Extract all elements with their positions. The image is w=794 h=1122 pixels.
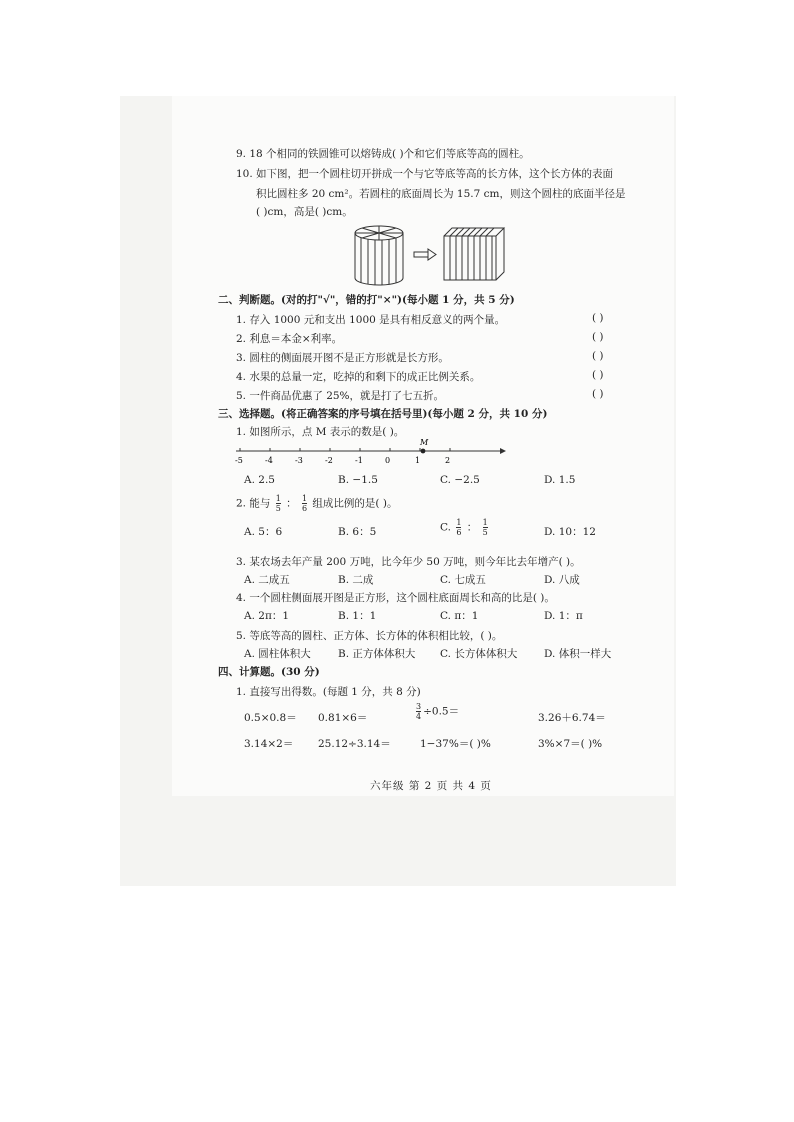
cylinder-to-cuboid-figure: [352, 224, 512, 288]
answer-blank[interactable]: ( ): [592, 331, 604, 343]
page-footer: 六年级 第 2 页 共 4 页: [370, 780, 492, 792]
calc-item: 25.12÷3.14＝: [318, 738, 391, 750]
q1-option-c[interactable]: C. −2.5: [440, 474, 480, 486]
q2-option-b[interactable]: B. 6：5: [338, 526, 377, 538]
judge-item-4: 4. 水果的总量一定，吃掉的和剩下的成正比例关系。: [236, 371, 481, 383]
judge-item-5: 5. 一件商品优惠了 25%，就是打了七五折。: [236, 390, 445, 402]
calc-item: 0.81×6＝: [318, 712, 368, 724]
number-line-tick-label: 2: [445, 456, 451, 465]
q4-option-b[interactable]: B. 1：1: [338, 610, 377, 622]
q2-option-c[interactable]: C. $\frac{1}{6}$ ： $\frac{1}{5}$: [440, 518, 488, 537]
calc-item: 1−37%＝( )%: [420, 738, 491, 750]
calc-item: 3.14×2＝: [244, 738, 294, 750]
number-line-tick-label: 0: [385, 456, 391, 465]
choice-question-2: [236, 494, 397, 513]
q5-option-d[interactable]: D. 体积一样大: [544, 648, 612, 660]
q2-suffix: 组成比例的是( )。: [312, 497, 398, 510]
q1-option-a[interactable]: A. 2.5: [244, 474, 275, 486]
question-10-line-1: 10. 如下图，把一个圆柱切开拼成一个与它等底等高的长方体，这个长方体的表面: [236, 168, 614, 180]
answer-blank[interactable]: ( ): [592, 369, 604, 381]
number-line-tick-label: -5: [235, 456, 243, 465]
fraction: $\frac{1}{6}$: [301, 494, 308, 513]
choice-section-title: 三、选择题。(将正确答案的序号填在括号里)(每小题 2 分，共 10 分): [218, 408, 548, 420]
q3-option-b[interactable]: B. 二成: [338, 574, 374, 586]
choice-question-4: 4. 一个圆柱侧面展开图是正方形，这个圆柱底面周长和高的比是( )。: [236, 592, 555, 604]
question-10-line-3: ( )cm，高是( )cm。: [256, 206, 353, 218]
q3-option-a[interactable]: A. 二成五: [244, 574, 290, 586]
question-9: 9. 18 个相同的铁圆锥可以熔铸成( )个和它们等底等高的圆柱。: [236, 148, 530, 160]
calc-item: 0.5×0.8＝: [244, 712, 297, 724]
ratio-colon: ：: [286, 497, 297, 510]
number-line-tick-label: -2: [325, 456, 333, 465]
judge-item-1: 1. 存入 1000 元和支出 1000 是具有相反意义的两个量。: [236, 314, 506, 326]
point-m-marker: [421, 449, 426, 454]
question-10-line-2: 积比圆柱多 20 cm²。若圆柱的底面周长为 15.7 cm，则这个圆柱的底面半径是: [256, 188, 626, 200]
q2-option-d[interactable]: D. 10：12: [544, 526, 596, 538]
calc-item: 3%×7＝( )%: [538, 738, 603, 750]
calc-question-1: 1. 直接写出得数。(每题 1 分，共 8 分): [236, 686, 421, 698]
number-line-tick-label: 1: [415, 456, 421, 465]
q5-option-b[interactable]: B. 正方体体积大: [338, 648, 416, 660]
number-line-tick-label: -3: [295, 456, 303, 465]
answer-blank[interactable]: ( ): [592, 312, 604, 324]
point-m-label: M: [420, 438, 429, 447]
calc-item: 3.26＋6.74＝: [538, 712, 606, 724]
cylinder-icon: [355, 226, 403, 285]
q2-option-a[interactable]: A. 5：6: [244, 526, 283, 538]
calc-item: $\frac{3}{4}$ ÷0.5＝: [416, 702, 460, 721]
choice-question-3: 3. 某农场去年产量 200 万吨，比今年少 50 万吨，则今年比去年增产( )。: [236, 556, 581, 568]
arrow-right-icon: [414, 249, 436, 260]
number-line: [236, 437, 516, 467]
number-line-tick-label: -1: [355, 456, 363, 465]
judge-section-title: 二、判断题。(对的打"√"，错的打"×")(每小题 1 分，共 5 分): [218, 294, 515, 306]
q4-option-a[interactable]: A. 2π：1: [244, 610, 290, 622]
cuboid-icon: [444, 228, 504, 280]
calc-section-title: 四、计算题。(30 分): [218, 666, 320, 678]
q1-option-d[interactable]: D. 1.5: [544, 474, 576, 486]
judge-item-3: 3. 圆柱的侧面展开图不是正方形就是长方形。: [236, 352, 449, 364]
q5-option-a[interactable]: A. 圆柱体积大: [244, 648, 311, 660]
answer-blank[interactable]: ( ): [592, 350, 604, 362]
judge-item-2: 2. 利息＝本金×利率。: [236, 333, 343, 345]
choice-question-5: 5. 等底等高的圆柱、正方体、长方体的体积相比较，( )。: [236, 630, 503, 642]
choice-question-1: 1. 如图所示，点 M 表示的数是( )。: [236, 426, 405, 438]
q4-option-d[interactable]: D. 1：π: [544, 610, 583, 622]
q3-option-c[interactable]: C. 七成五: [440, 574, 486, 586]
answer-blank[interactable]: ( ): [592, 388, 604, 400]
fraction: $\frac{1}{5}$: [275, 494, 281, 513]
q5-option-c[interactable]: C. 长方体体积大: [440, 648, 518, 660]
q2-prefix: 2. 能与: [236, 497, 271, 510]
number-line-tick-label: -4: [265, 456, 273, 465]
q1-option-b[interactable]: B. −1.5: [338, 474, 378, 486]
q3-option-d[interactable]: D. 八成: [544, 574, 580, 586]
q4-option-c[interactable]: C. π：1: [440, 610, 479, 622]
